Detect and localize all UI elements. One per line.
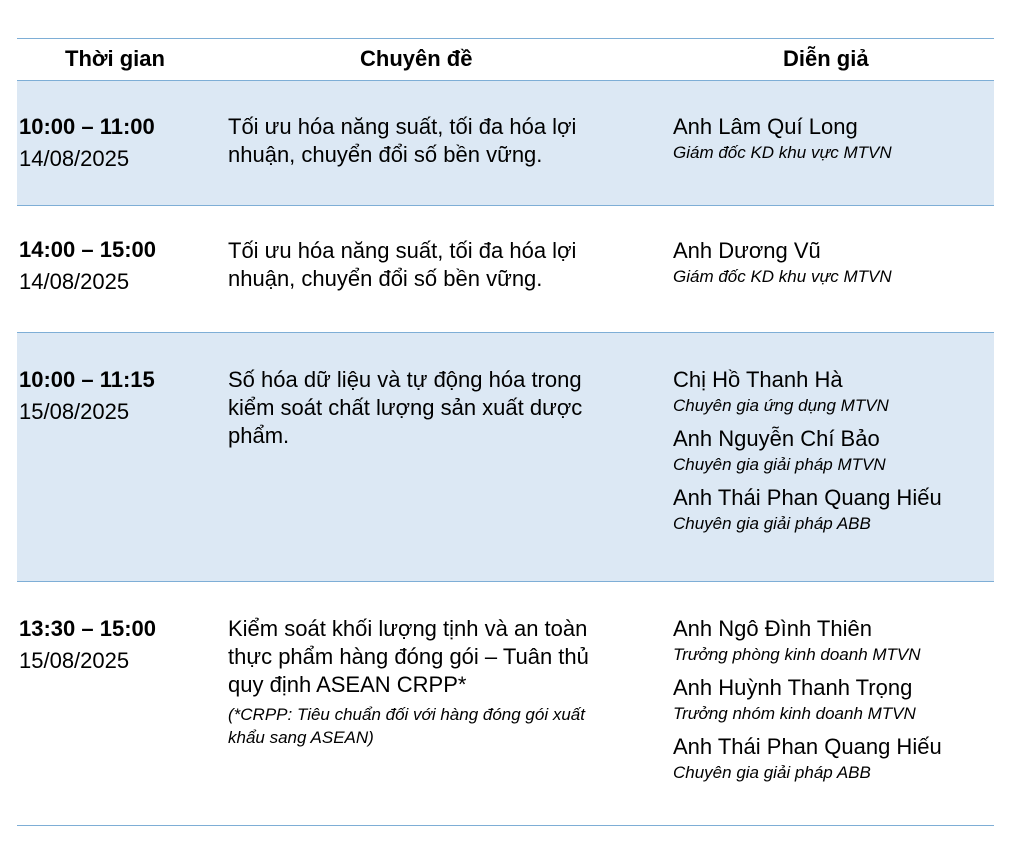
- speaker-list: [673, 615, 1003, 792]
- speaker-role: Trưởng nhóm kinh doanh MTVN: [673, 704, 916, 723]
- header-topic: Chuyên đề: [360, 46, 473, 71]
- session-time: 10:00 – 11:00: [19, 114, 155, 139]
- table-row: [17, 81, 994, 205]
- speaker-name: Chị Hồ Thanh Hà: [673, 367, 843, 392]
- session-date: 14/08/2025: [19, 146, 130, 171]
- speaker-name: Anh Lâm Quí Long: [673, 114, 858, 139]
- session-topic: Tối ưu hóa năng suất, tối đa hóa lợi nhuận, chuyển đổi số bền vững.: [228, 238, 577, 291]
- header-speaker: Diễn giả: [783, 46, 869, 71]
- speaker-name: Anh Huỳnh Thanh Trọng: [673, 675, 913, 700]
- speaker-role: Chuyên gia giải pháp MTVN: [673, 455, 886, 474]
- table-top-rule: [17, 38, 994, 39]
- session-time-cell: [19, 613, 156, 677]
- speaker-list: [673, 237, 1003, 296]
- session-topic: Kiểm soát khối lượng tịnh và an toàn thực phẩm hàng đóng gói – Tuân thủ quy định ASEAN CRPP*: [228, 616, 589, 697]
- speaker-role: Trưởng phòng kinh doanh MTVN: [673, 645, 921, 664]
- speaker-name: Anh Thái Phan Quang Hiếu: [673, 734, 942, 759]
- speaker-list: [673, 366, 1003, 543]
- session-topic: Tối ưu hóa năng suất, tối đa hóa lợi nhuận, chuyển đổi số bền vững.: [228, 114, 577, 167]
- table-header: [17, 40, 994, 80]
- speaker-role: Giám đốc KD khu vực MTVN: [673, 143, 892, 162]
- session-topic-note: (*CRPP: Tiêu chuẩn đối với hàng đóng gói xuất khẩu sang ASEAN): [228, 705, 585, 747]
- header-time: Thời gian: [65, 46, 165, 71]
- speaker-name: Anh Ngô Đình Thiên: [673, 616, 872, 641]
- session-time: 13:30 – 15:00: [19, 616, 156, 641]
- session-date: 15/08/2025: [19, 399, 130, 424]
- session-date: 15/08/2025: [19, 648, 130, 673]
- session-date: 14/08/2025: [19, 269, 130, 294]
- table-row: [17, 206, 994, 332]
- speaker-name: Anh Dương Vũ: [673, 238, 821, 263]
- speaker-role: Chuyên gia giải pháp ABB: [673, 763, 871, 782]
- session-time-cell: [19, 111, 155, 175]
- table-row: [17, 582, 994, 825]
- session-time-cell: [19, 364, 155, 428]
- session-time-cell: [19, 234, 156, 298]
- speaker-role: Chuyên gia giải pháp ABB: [673, 514, 871, 533]
- session-topic: Số hóa dữ liệu và tự động hóa trong kiểm soát chất lượng sản xuất dược phẩm.: [228, 367, 583, 448]
- table-bottom-rule: [17, 825, 994, 826]
- session-time: 10:00 – 11:15: [19, 367, 155, 392]
- table-row: [17, 333, 994, 581]
- speaker-name: Anh Nguyễn Chí Bảo: [673, 426, 880, 451]
- speaker-role: Giám đốc KD khu vực MTVN: [673, 267, 892, 286]
- speaker-list: [673, 113, 1003, 172]
- speaker-role: Chuyên gia ứng dụng MTVN: [673, 396, 889, 415]
- session-time: 14:00 – 15:00: [19, 237, 156, 262]
- speaker-name: Anh Thái Phan Quang Hiếu: [673, 485, 942, 510]
